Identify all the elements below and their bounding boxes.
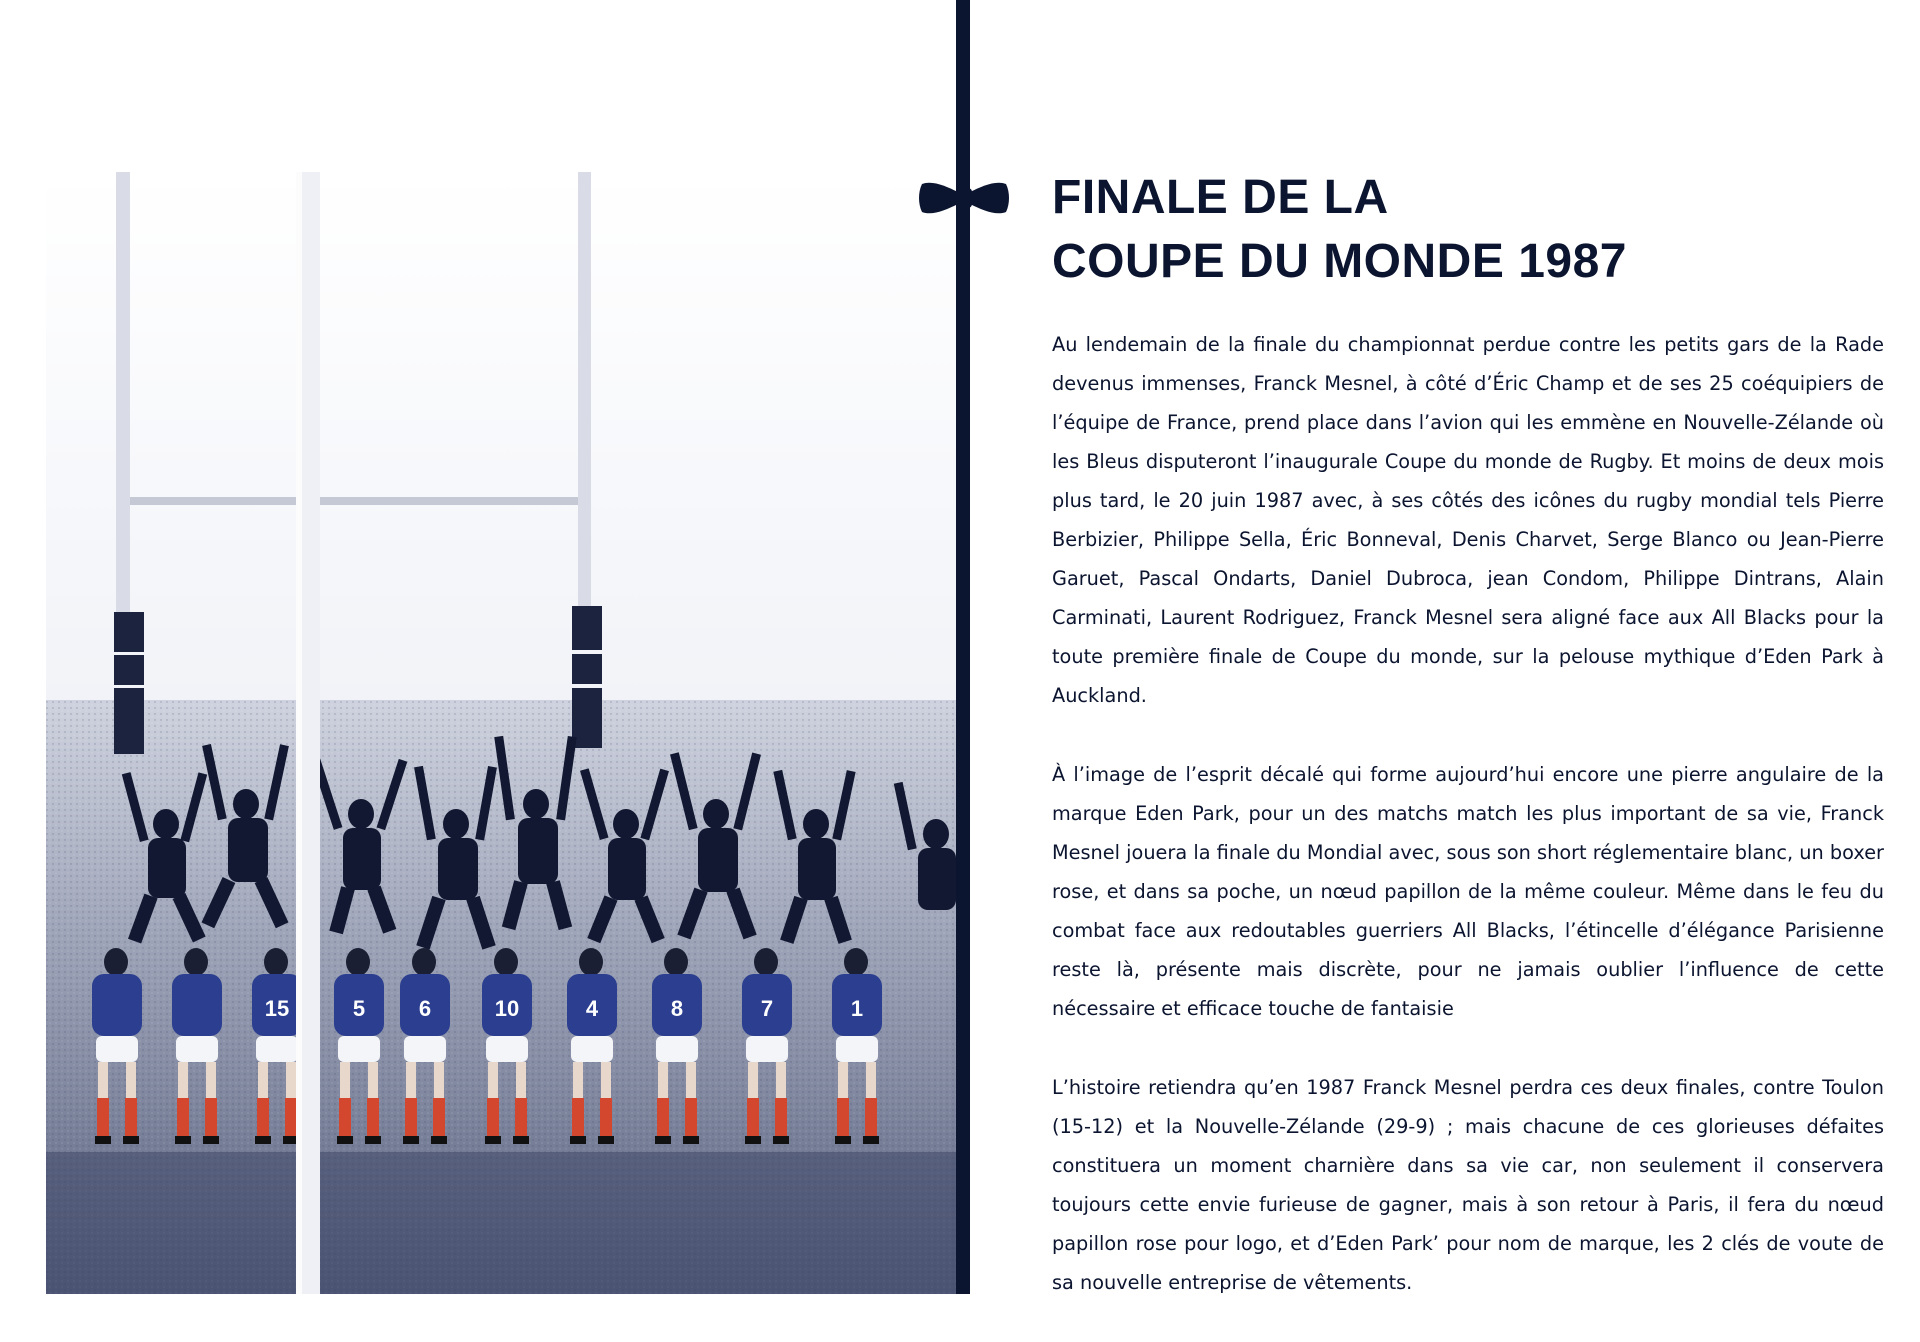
jersey-number: 8	[670, 996, 684, 1021]
jersey-number: 4	[585, 996, 599, 1021]
title-line-2: COUPE DU MONDE 1987	[1052, 235, 1627, 288]
article-body	[1052, 325, 1884, 1342]
title-line-1: FINALE DE LA	[1052, 171, 1389, 224]
jersey-number: 10	[494, 996, 520, 1021]
jersey-number: 1	[850, 996, 864, 1021]
paragraph-2: À l’image de l’esprit décalé qui forme aujourd’hui encore une pierre angulaire de la marque Eden Park, pour un des matchs match les plus important de sa vie, Franck Mesnel jouera la finale du Mondial avec, sous son short réglementaire blanc, un boxer rose, et dans sa poche, un nœud papillon de la même couleur. Même dans le feu du combat face aux redoutables guerriers All Blacks, l’étincelle d’élégance Parisienne reste là, présente mais discrète, pour ne jamais oublier l’influence de cette nécessaire et efficace touche de fantaisie	[1052, 763, 1884, 1020]
bow-tie-icon	[918, 178, 1010, 218]
paragraph-3: L’histoire retiendra qu’en 1987 Franck Mesnel perdra ces deux finales, contre Toulon (15-12) et la Nouvelle-Zélande (29-9) ; mais chacune de ces glorieuses défaites constituera un moment charnière dans sa vie car, non seulement il conservera toujours cette envie furieuse de gagner, mais à son retour à Paris, il fera du nœud papillon rose pour logo, et d’Eden Park’ pour nom de marque, les 2 clés de voute de sa nouvelle entreprise de vêtements.	[1052, 1076, 1884, 1294]
jersey-number: 15	[264, 996, 290, 1021]
haka-photo	[46, 172, 956, 1294]
paragraph-1: Au lendemain de la finale du championnat perdue contre les petits gars de la Rade devenus immenses, Franck Mesnel, à côté d’Éric Champ et de ses 25 coéquipiers de l’équipe de France, prend place dans l’avion qui les emmène en Nouvelle-Zélande où les Bleus disputeront l’inaugurale Coupe du monde de Rugby. Et moins de deux mois plus tard, le 20 juin 1987 avec, à ses côtés des icônes du rugby mondial tels Pierre Berbizier, Philippe Sella, Éric Bonneval, Denis Charvet, Serge Blanco ou Jean-Pierre Garuet, Pascal Ondarts, Daniel Dubroca, jean Condom, Philippe Dintrans, Alain Carminati, Laurent Rodriguez, Franck Mesnel sera aligné face aux All Blacks pour la toute première finale de Coupe du monde, sur la pelouse mythique d’Eden Park à Auckland.	[1052, 333, 1884, 707]
jersey-number: 7	[760, 996, 774, 1021]
jersey-number: 6	[418, 996, 432, 1021]
jersey-number: 5	[352, 996, 366, 1021]
article-title	[1052, 166, 1872, 294]
